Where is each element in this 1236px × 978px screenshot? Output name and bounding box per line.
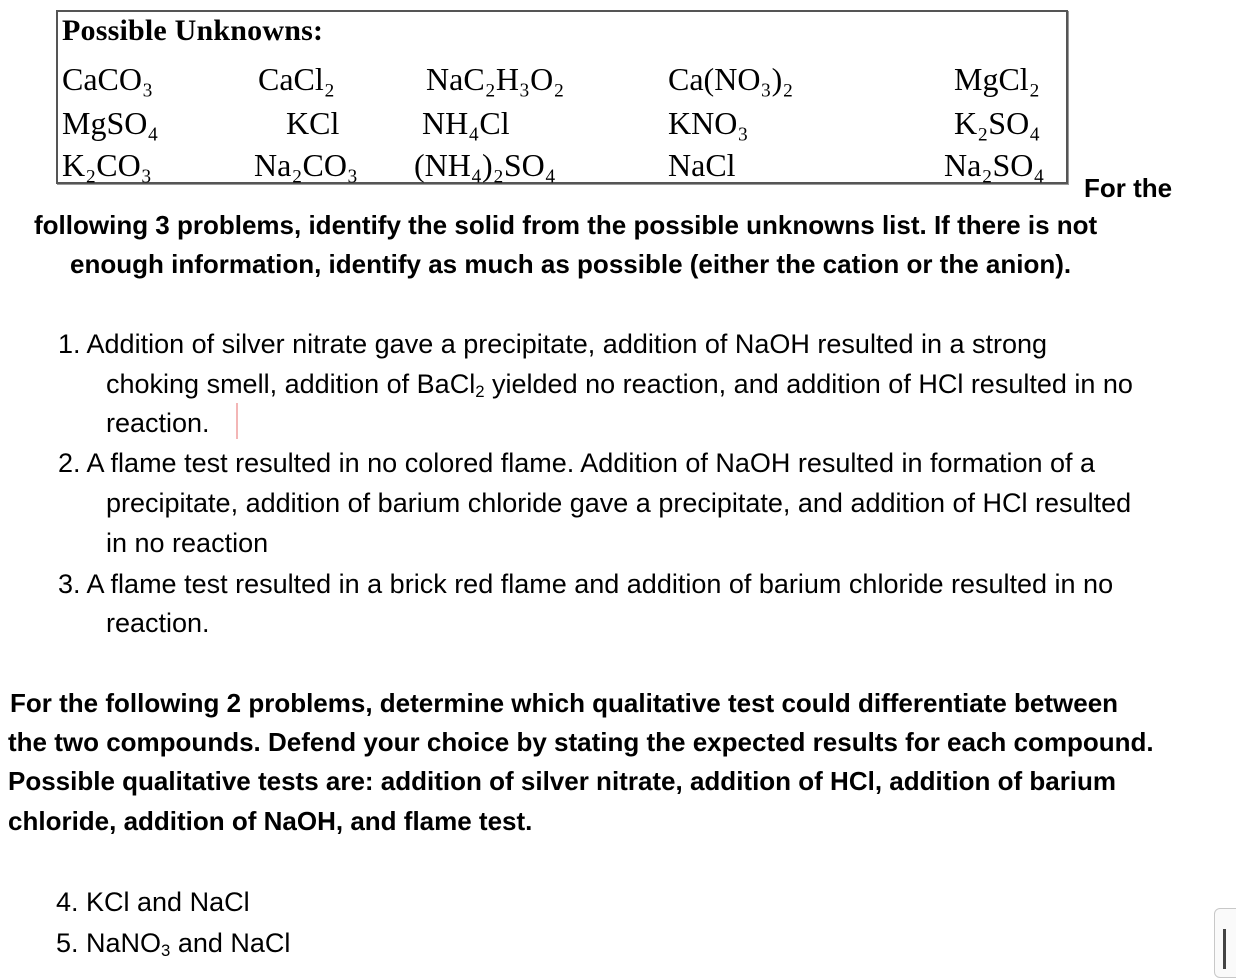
unknowns-title: Possible Unknowns: <box>62 14 324 47</box>
side-panel-handle-bar <box>1223 929 1226 969</box>
problem-2-line3: in no reaction <box>106 528 269 558</box>
unknown-cacl2: CaCl₂ <box>258 61 335 97</box>
problem-1-line3: reaction. <box>106 408 210 438</box>
problem-4: 4. KCl and NaCl <box>56 887 250 917</box>
unknown-na2co3: Na₂CO₃ <box>254 147 359 183</box>
unknown-kno3: KNO₃ <box>668 105 749 141</box>
unknown-nh42so4: (NH₄)₂SO₄ <box>414 147 556 183</box>
unknown-mgso4: MgSO₄ <box>62 105 159 141</box>
side-panel-handle[interactable] <box>1214 908 1236 978</box>
unknown-nacl: NaCl <box>668 147 736 183</box>
problem-1-line2: choking smell, addition of BaCl$_2$ yielded no reaction, and addition of HCl resulted in no <box>106 369 1133 402</box>
section1-instruction-line2: following 3 problems, identify the solid from the possible unknowns list. If there is not <box>34 210 1098 240</box>
section2-instruction-line3: Possible qualitative tests are: addition of silver nitrate, addition of HCl, addition of barium <box>8 766 1117 796</box>
problem-2-line2: precipitate, addition of barium chloride gave a precipitate, and addition of HCl resulted <box>106 488 1132 518</box>
unknown-mgcl2: MgCl₂ <box>954 61 1040 97</box>
problem-1-line1: 1. Addition of silver nitrate gave a precipitate, addition of NaOH resulted in a strong <box>58 329 1048 359</box>
text-cursor <box>236 403 238 439</box>
unknown-nh4cl: NH₄Cl <box>422 105 510 141</box>
problem-3-line2: reaction. <box>106 608 210 638</box>
unknown-kcl: KCl <box>286 105 340 141</box>
unknown-caco3: CaCO₃ <box>62 61 154 97</box>
unknown-k2so4: K₂SO₄ <box>954 105 1041 141</box>
section2-instruction-line4: chloride, addition of NaOH, and flame test. <box>8 806 533 836</box>
unknown-k2co3: K₂CO₃ <box>62 147 152 183</box>
section1-instruction-line3: enough information, identify as much as possible (either the cation or the anion). <box>70 249 1072 279</box>
section1-instruction-line1: For the <box>1084 173 1173 203</box>
problem-5: 5. NaNO$_3$ and NaCl <box>56 928 291 961</box>
unknown-na2so4: Na₂SO₄ <box>944 147 1045 183</box>
section2-instruction-line1: For the following 2 problems, determine which qualitative test could differentiate between <box>10 688 1119 718</box>
section2-instruction-line2: the two compounds. Defend your choice by stating the expected results for each compound. <box>8 727 1154 757</box>
unknown-cano32: Ca(NO₃)₂ <box>668 61 794 97</box>
unknown-nac2h3o2: NaC₂H₃O₂ <box>426 61 565 97</box>
unknowns-box <box>56 10 1068 184</box>
problem-2-line1: 2. A flame test resulted in no colored flame. Addition of NaOH resulted in formation of a <box>58 448 1096 478</box>
problem-3-line1: 3. A flame test resulted in a brick red flame and addition of barium chloride resulted in no <box>58 569 1114 599</box>
